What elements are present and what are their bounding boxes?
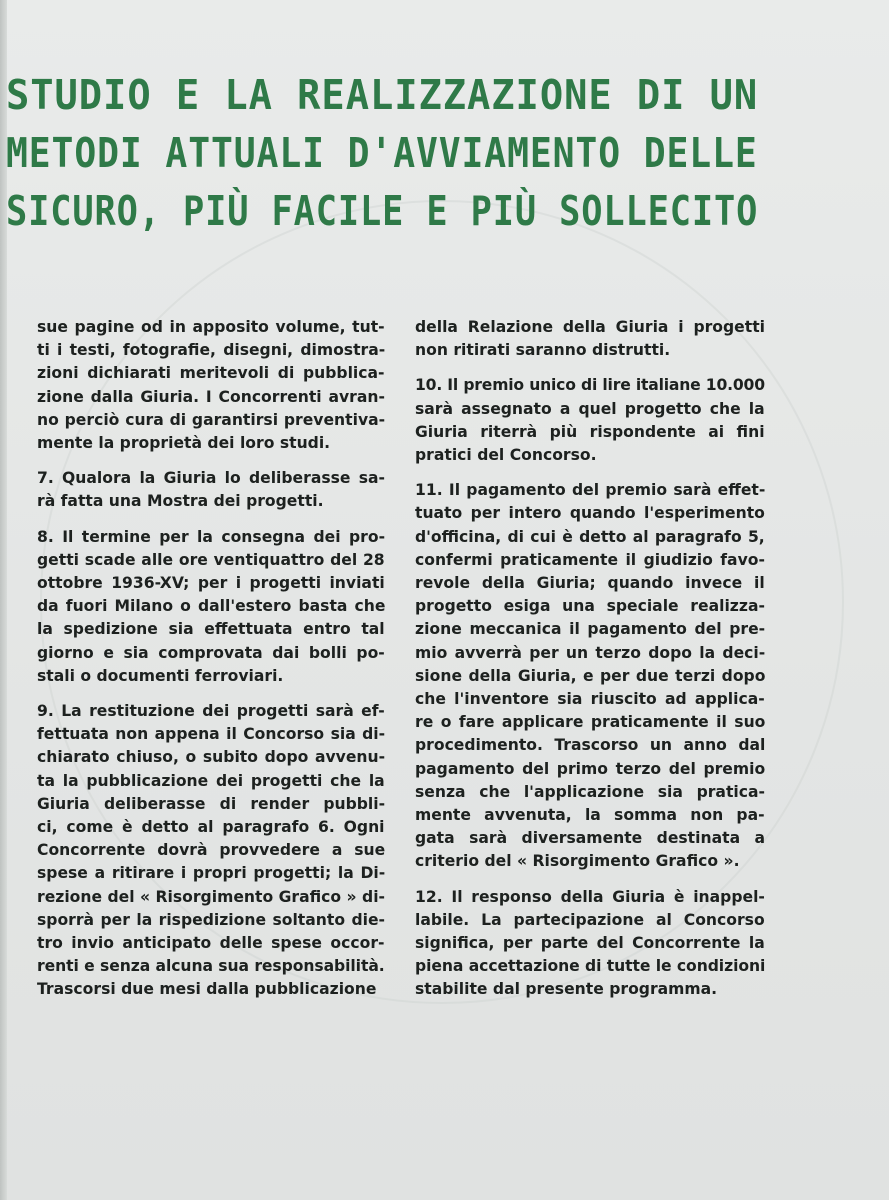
text-line: no perciò cura di garantirsi preventiva- <box>37 410 386 429</box>
text-line: ti i testi, fotografie, disegni, dimostra- <box>37 341 386 360</box>
text-line: getti scade alle ore ventiquattro del 28 <box>37 550 385 569</box>
text-line: gata sarà diversamente destinata a <box>415 829 766 848</box>
paragraph-7 <box>37 467 385 513</box>
text-line: 10. Il premio unico di lire italiane 10.000 <box>415 376 765 395</box>
paragraph <box>37 316 385 455</box>
text-line: mente avvenuta, la somma non pa- <box>415 806 765 825</box>
paragraph-9 <box>37 700 385 1002</box>
text-line: criterio del « Risorgimento Grafico ». <box>415 852 740 871</box>
left-column <box>37 316 385 1014</box>
paragraph-10 <box>415 374 765 467</box>
paragraph-8 <box>37 526 385 688</box>
text-line: 8. Il termine per la consegna dei pro- <box>37 527 386 546</box>
text-line: senza che l'applicazione sia pratica- <box>415 782 765 801</box>
text-line: 9. La restituzione dei progetti sarà ef- <box>37 702 385 721</box>
headline <box>6 66 886 240</box>
text-line: zioni dichiarati meritevoli di pubblica- <box>37 364 385 383</box>
paragraph-11 <box>415 479 765 873</box>
right-column <box>415 316 765 1014</box>
text-line: rezione del « Risorgimento Grafico » di- <box>37 887 386 906</box>
text-line: ottobre 1936-XV; per i progetti inviati <box>37 574 385 593</box>
text-line: giorno e sia comprovata dai bolli po- <box>37 643 385 662</box>
text-line: pratici del Concorso. <box>415 446 597 465</box>
text-line: ci, come è detto al paragrafo 6. Ogni <box>37 818 385 837</box>
text-line: sue pagine od in apposito volume, tut- <box>37 318 385 336</box>
text-line: 7. Qualora la Giuria lo deliberasse sa- <box>37 469 386 488</box>
text-line: piena accettazione di tutte le condizioni <box>415 957 766 976</box>
text-line: confermi praticamente il giudizio favo- <box>415 550 765 569</box>
paragraph-12 <box>415 886 765 1002</box>
text-line: zione meccanica il pagamento del pre- <box>415 620 766 639</box>
text-line: ta la pubblicazione dei progetti che la <box>37 771 385 790</box>
text-line: mente la proprietà dei loro studi. <box>37 434 331 453</box>
text-line: pagamento del primo terzo del premio <box>415 759 766 778</box>
text-line: Concorrente dovrà provvedere a sue <box>37 841 386 860</box>
text-line: che l'inventore sia riuscito ad applica- <box>415 690 765 709</box>
text-line: progetto esiga una speciale realizza- <box>415 597 765 616</box>
text-line: mio avverrà per un terzo dopo la deci- <box>415 643 766 662</box>
headline-line-3: SICURO, PIÙ FACILE E PIÙ SOLLECITO <box>6 187 759 235</box>
text-line: 11. Il pagamento del premio sarà effet- <box>415 481 766 500</box>
text-line: re o fare applicare praticamente il suo <box>415 713 766 732</box>
text-line: della Relazione della Giuria i progetti <box>415 318 766 336</box>
text-line: rà fatta una Mostra dei progetti. <box>37 492 324 511</box>
paragraph-continued <box>415 316 765 362</box>
text-line: sporrà per la rispedizione soltanto die- <box>37 910 386 929</box>
text-line: sione della Giuria, e per due terzi dopo <box>415 666 766 685</box>
text-line: d'officina, di cui è detto al paragrafo 5, <box>415 527 765 546</box>
text-line: sarà assegnato a quel progetto che la <box>415 399 765 418</box>
text-line: la spedizione sia effettuata entro tal <box>37 620 385 639</box>
text-line: Giuria riterrà più rispondente ai fini <box>415 422 765 441</box>
text-line: Giuria deliberasse di render pubbli- <box>37 794 386 813</box>
text-line: labile. La partecipazione al Concorso <box>415 910 765 929</box>
text-line: revole della Giuria; quando invece il <box>415 574 765 593</box>
text-line: tro invio anticipato delle spese occor- <box>37 934 385 953</box>
text-line: chiarato chiuso, o subito dopo avvenu- <box>37 748 386 767</box>
text-line: stabilite dal presente programma. <box>415 980 718 999</box>
headline-line-1: STUDIO E LA REALIZZAZIONE DI UN <box>6 71 759 119</box>
text-line: 12. Il responso della Giuria è inappel- <box>415 887 765 906</box>
text-line: renti e senza alcuna sua responsabilità. <box>37 957 385 976</box>
text-line: tuato per intero quando l'esperimento <box>415 504 765 523</box>
text-line: stali o documenti ferroviari. <box>37 666 284 685</box>
text-line: Trascorsi due mesi dalla pubblicazione <box>37 980 377 999</box>
text-line: zione dalla Giuria. I Concorrenti avran- <box>37 387 385 406</box>
text-line: fettuata non appena il Concorso sia di- <box>37 725 386 744</box>
text-line: spese a ritirare i propri progetti; la Di- <box>37 864 386 883</box>
text-line: procedimento. Trascorso un anno dal <box>415 736 766 755</box>
text-line: da fuori Milano o dall'estero basta che <box>37 597 386 616</box>
headline-line-2: METODI ATTUALI D'AVVIAMENTO DELLE <box>6 129 758 177</box>
text-line: non ritirati saranno distrutti. <box>415 341 671 360</box>
text-line: significa, per parte del Concorrente la <box>415 934 765 953</box>
